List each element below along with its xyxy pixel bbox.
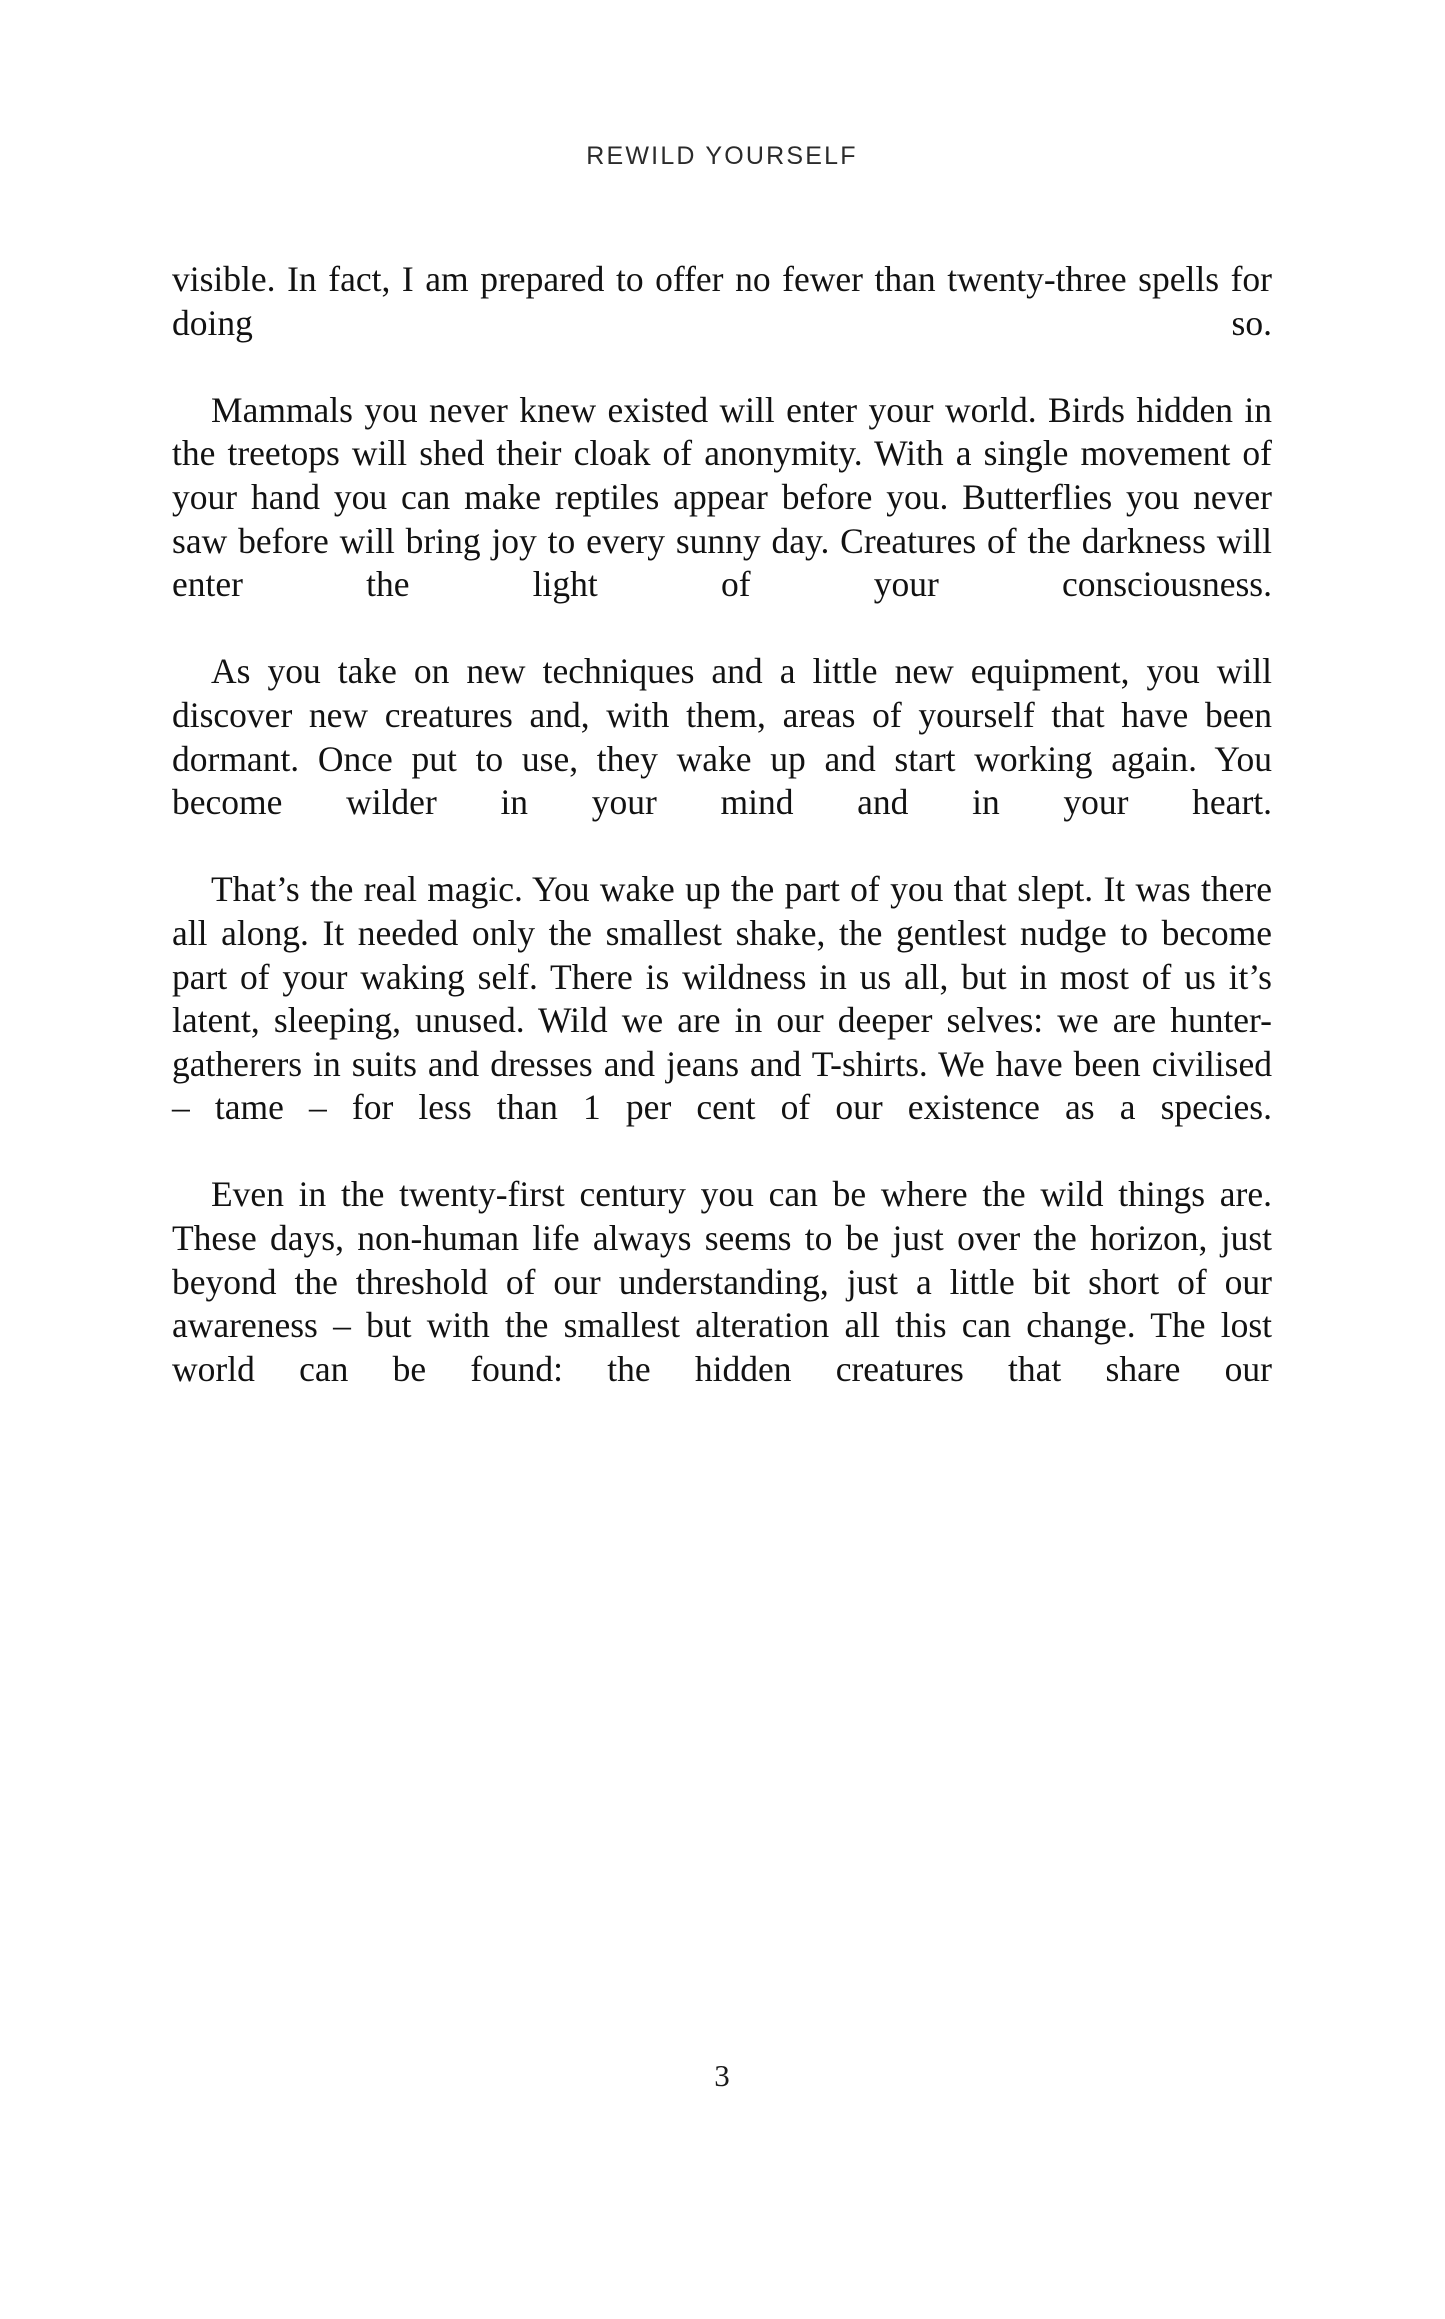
body-paragraph: That’s the real magic. You wake up the part of you that slept. It was there all along. It needed only the smallest shake, the gentlest nudge to become part of your waking self. There is wildness in us all, but in most of us it’s latent, sleeping, unused. Wild we are in our deeper selves: we are hunter-gatherers in suits and dresses and jeans and T-shirts. We have been civilised – tame – for less than 1 per cent of our existence as a species. bbox=[172, 869, 1272, 1128]
body-paragraph: visible. In fact, I am prepared to offer no fewer than twenty-three spells for doing so. bbox=[172, 259, 1272, 343]
body-paragraph: Mammals you never knew existed will enter your world. Birds hidden in the treetops will shed their cloak of anonymity. With a single movement of your hand you can make reptiles appear before you. Butterflies you never saw before will bring joy to every sunny day. Creatures of the darkness will enter the light of your consciousness. bbox=[172, 389, 1272, 605]
page-number: 3 bbox=[714, 2058, 730, 2093]
body-paragraph: Even in the twenty-first century you can be where the wild things are. These days, non-human life always seems to be just over the horizon, just beyond the threshold of our understanding, just a little bit short of our awareness – but with the smallest alteration all this can change. The lost world can be found: the hidden creatures that share our bbox=[172, 1174, 1272, 1389]
running-header: REWILD YOURSELF bbox=[586, 142, 858, 170]
body-paragraph: As you take on new techniques and a little new equipment, you will discover new creatures and, with them, areas of yourself that have been dormant. Once put to use, they wake up and start working again. You become wilder in your mind and in your heart. bbox=[172, 651, 1272, 823]
body-text-column bbox=[172, 258, 1272, 1435]
